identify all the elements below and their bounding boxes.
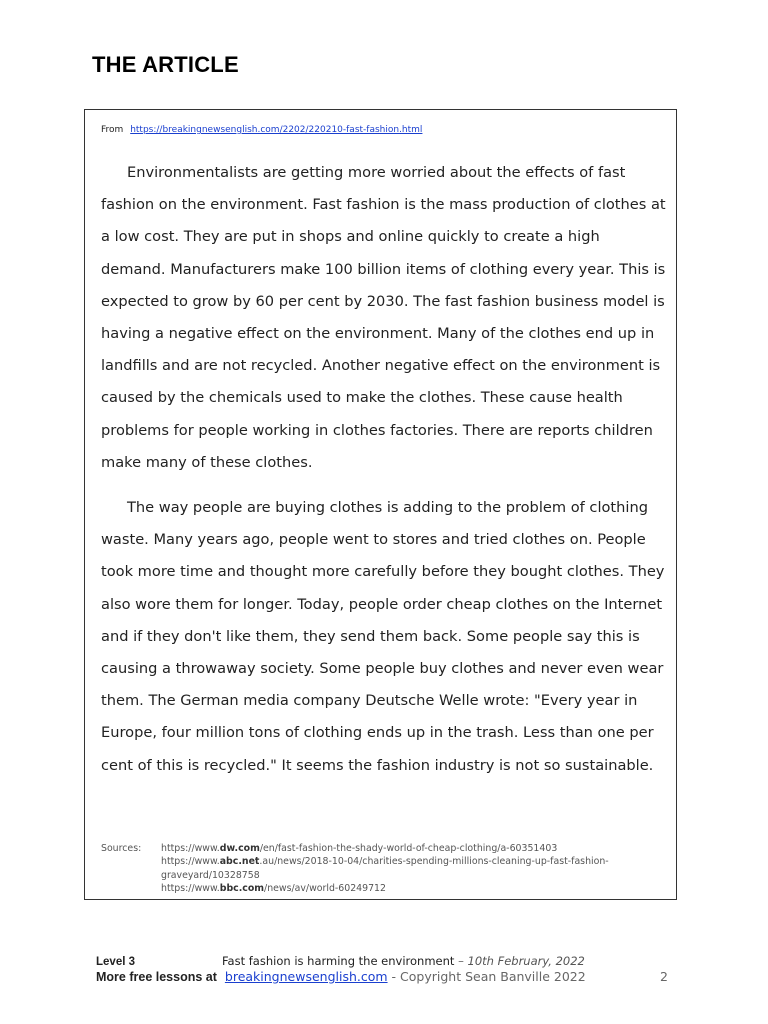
level-label: Level 3 — [96, 956, 135, 968]
sources-list — [161, 842, 666, 896]
source-line — [101, 125, 422, 135]
article-paragraph-2: The way people are buying clothes is adding to the problem of clothing waste. Many years ago, people went to stores and tried clothes on. People took more time and thought more carefully before they bought clothes. They also wore them for longer. Today, people order cheap clothes on the Internet and if they don't like them, they send them back. Some people say this is causing a throwaway society. Some people buy clothes and never even wear them. The German media company Deutsche Welle wrote: "Every year in Europe, four million tons of clothing ends up in the trash. Less than one per cent of this is recycled." It seems the fashion industry is not so sustainable. — [101, 499, 665, 774]
source-url-abc[interactable]: https://www.abc.net.au/news/2018-10-04/charities-spending-millions-cleaning-up-fast-fashion-graveyard/10328758 — [161, 856, 609, 881]
site-link[interactable]: breakingnewsenglish.com — [224, 969, 388, 984]
source-url-dw[interactable]: https://www.dw.com/en/fast-fashion-the-shady-world-of-cheap-clothing/a-60351403 — [161, 843, 558, 854]
article-box — [84, 109, 677, 900]
from-label: From — [101, 125, 124, 135]
sources-label: Sources: — [101, 843, 142, 854]
article-paragraph-1: Environmentalists are getting more worried about the effects of fast fashion on the environment. Fast fashion is the mass production of clothes at a low cost. They are put in shops and online quickly to create a high demand. Manufacturers make 100 billion items of clothing every year. This is expected to grow by 60 per cent by 2030. The fast fashion business model is having a negative effect on the environment. Many of the clothes end up in landfills and are not recycled. Another negative effect on the environment is caused by the chemicals used to make the clothes. These cause health problems for people working in clothes factories. There are reports children make many of these clothes. — [101, 164, 666, 471]
lesson-title: Fast fashion is harming the environment – 10th February, 2022 — [222, 954, 585, 968]
copyright-text: - Copyright Sean Banville 2022 — [387, 969, 586, 984]
lesson-date: – 10th February, 2022 — [454, 954, 585, 968]
page-number: 2 — [660, 969, 668, 984]
sources-block — [101, 842, 666, 896]
more-lessons-label: More free lessons at — [96, 970, 217, 984]
source-link[interactable]: https://breakingnewsenglish.com/2202/220210-fast-fashion.html — [130, 125, 423, 135]
source-url-bbc[interactable]: https://www.bbc.com/news/av/world-60249712 — [161, 883, 386, 895]
page-footer — [96, 954, 672, 987]
page-title: THE ARTICLE — [92, 52, 239, 77]
